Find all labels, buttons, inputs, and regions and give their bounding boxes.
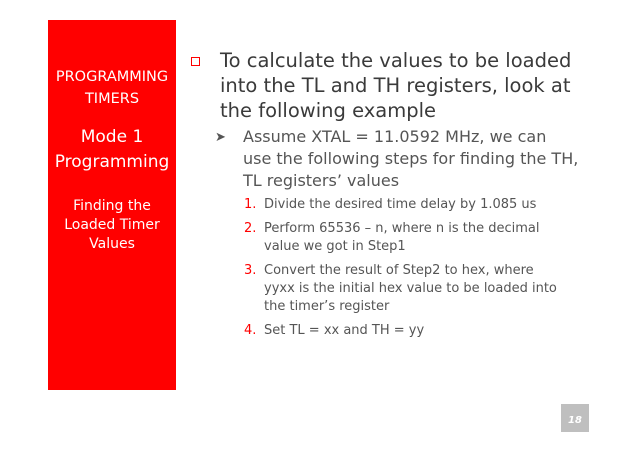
- section-title-line-2: TIMERS: [84, 91, 140, 107]
- step-text: Divide the desired time delay by 1.085 us: [264, 197, 537, 212]
- step-text: the timer’s register: [264, 299, 390, 314]
- step-number: 3.: [244, 263, 257, 278]
- step-number: 1.: [244, 197, 257, 212]
- square-bullet-icon: [191, 57, 200, 66]
- section-note-line-1: Finding the: [73, 198, 151, 214]
- page-number-badge: 18: [561, 404, 589, 432]
- section-subtitle-line-1: Mode 1: [80, 127, 144, 147]
- intro-line-2: into the TL and TH registers, look at: [220, 74, 571, 97]
- assume-bullet: [188, 126, 618, 192]
- slide-content: [188, 48, 618, 346]
- step-text: Convert the result of Step2 to hex, where: [264, 263, 534, 278]
- step-item: [244, 196, 618, 214]
- step-text: value we got in Step1: [264, 239, 406, 254]
- step-item: [244, 322, 618, 340]
- section-note-line-3: Values: [89, 236, 135, 252]
- section-subtitle-line-2: Programming: [54, 152, 170, 172]
- intro-line-1: To calculate the values to be loaded: [220, 49, 572, 72]
- step-number: 4.: [244, 323, 257, 338]
- steps-list: [188, 196, 618, 340]
- assume-line-2: use the following steps for finding the TH,: [243, 149, 579, 168]
- section-note: [48, 197, 176, 254]
- step-item: [244, 262, 618, 316]
- step-text: Perform 65536 – n, where n is the decimal: [264, 221, 540, 236]
- intro-bullet: [188, 48, 618, 123]
- side-panel: [48, 20, 176, 390]
- step-text: yyxx is the initial hex value to be loaded into: [264, 281, 557, 296]
- step-number: 2.: [244, 221, 257, 236]
- arrow-bullet-icon: ➤: [215, 130, 226, 145]
- assume-line-1: Assume XTAL = 11.0592 MHz, we can: [243, 127, 547, 146]
- intro-line-3: the following example: [220, 99, 436, 122]
- step-item: [244, 220, 618, 256]
- section-title-line-1: PROGRAMMING: [55, 69, 169, 85]
- step-text: Set TL = xx and TH = yy: [264, 323, 425, 338]
- section-title: [48, 66, 176, 110]
- section-note-line-2: Loaded Timer: [64, 217, 160, 233]
- assume-line-3: TL registers’ values: [243, 171, 400, 190]
- section-subtitle: [48, 125, 176, 175]
